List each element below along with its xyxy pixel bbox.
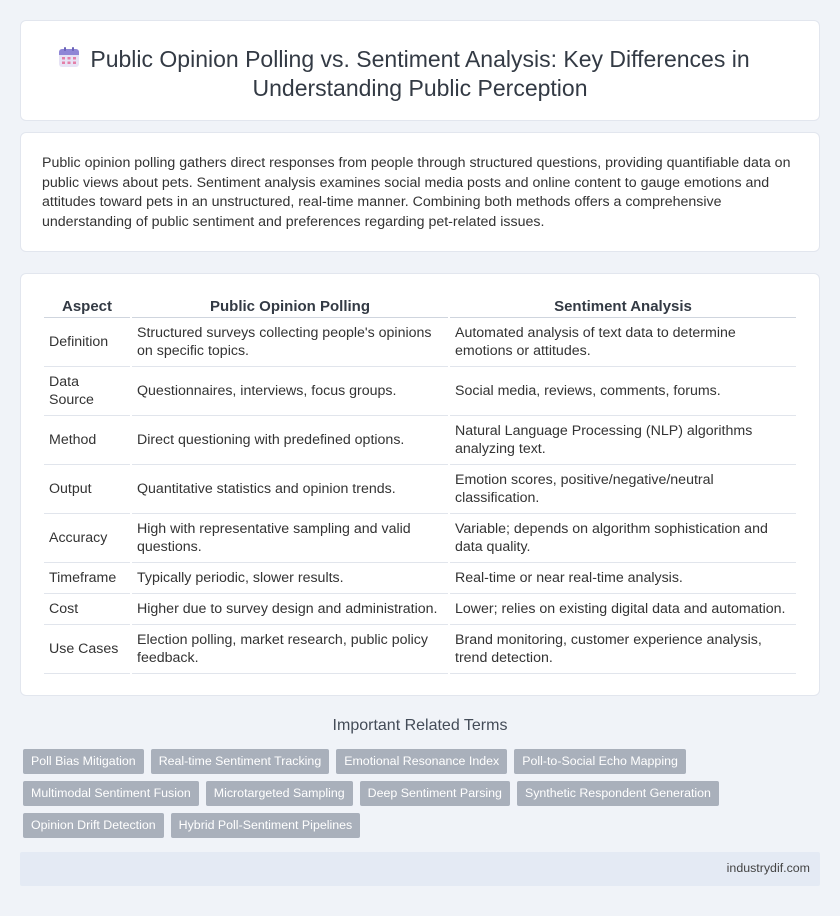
- row-polling: Questionnaires, interviews, focus groups.: [132, 367, 448, 416]
- row-aspect: Definition: [44, 318, 130, 367]
- table-row: [44, 367, 796, 416]
- row-sentiment: Variable; depends on algorithm sophistication and data quality.: [450, 514, 796, 563]
- row-polling: Quantitative statistics and opinion trends.: [132, 465, 448, 514]
- intro-card: [20, 132, 820, 252]
- row-sentiment: Real-time or near real-time analysis.: [450, 563, 796, 594]
- comparison-card: [20, 273, 820, 696]
- table-row: [44, 514, 796, 563]
- row-sentiment: Natural Language Processing (NLP) algorithms analyzing text.: [450, 416, 796, 465]
- row-aspect: Cost: [44, 594, 130, 625]
- table-row: [44, 416, 796, 465]
- row-sentiment: Social media, reviews, comments, forums.: [450, 367, 796, 416]
- tag-hybrid-poll-sentiment-pipelines[interactable]: Hybrid Poll-Sentiment Pipelines: [171, 813, 361, 838]
- row-sentiment: Lower; relies on existing digital data and automation.: [450, 594, 796, 625]
- tag-real-time-sentiment-tracking[interactable]: Real-time Sentiment Tracking: [151, 749, 330, 774]
- table-row: [44, 594, 796, 625]
- tag-poll-to-social-echo-mapping[interactable]: Poll-to-Social Echo Mapping: [514, 749, 686, 774]
- tag-microtargeted-sampling[interactable]: Microtargeted Sampling: [206, 781, 353, 806]
- row-aspect: Accuracy: [44, 514, 130, 563]
- tag-opinion-drift-detection[interactable]: Opinion Drift Detection: [23, 813, 164, 838]
- row-polling: Election polling, market research, public policy feedback.: [132, 625, 448, 674]
- related-terms-title: Important Related Terms: [332, 717, 508, 734]
- intro-paragraph: Public opinion polling gathers direct responses from people through structured questions, providing quantifiable data on public views about pets. Sentiment analysis examines social media posts and online content to gauge emotions and attitudes toward pets in an unstructured, real-time manner. Combining both methods offers a comprehensive understanding of public sentiment and preferences regarding pet-related issues.: [42, 155, 791, 230]
- related-terms-tags: [23, 749, 823, 845]
- table-row: [44, 625, 796, 674]
- row-polling: Typically periodic, slower results.: [132, 563, 448, 594]
- table-header-row: [44, 296, 796, 318]
- tag-deep-sentiment-parsing[interactable]: Deep Sentiment Parsing: [360, 781, 510, 806]
- row-polling: Direct questioning with predefined options.: [132, 416, 448, 465]
- table-row: [44, 465, 796, 514]
- row-aspect: Use Cases: [44, 625, 130, 674]
- header-aspect: Aspect: [44, 296, 130, 318]
- row-sentiment: Brand monitoring, customer experience analysis, trend detection.: [450, 625, 796, 674]
- row-polling: High with representative sampling and valid questions.: [132, 514, 448, 563]
- tag-emotional-resonance-index[interactable]: Emotional Resonance Index: [336, 749, 507, 774]
- row-aspect: Output: [44, 465, 130, 514]
- row-sentiment: Emotion scores, positive/negative/neutral classification.: [450, 465, 796, 514]
- row-polling: Structured surveys collecting people's opinions on specific topics.: [132, 318, 448, 367]
- table-row: [44, 318, 796, 367]
- footer-site-link[interactable]: industrydif.com: [726, 861, 810, 875]
- row-aspect: Timeframe: [44, 563, 130, 594]
- page-title: Public Opinion Polling vs. Sentiment Analysis: Key Differences in Understanding Public Perception: [90, 46, 750, 101]
- comparison-table: [42, 296, 798, 674]
- table-row: [44, 563, 796, 594]
- tag-poll-bias-mitigation[interactable]: Poll Bias Mitigation: [23, 749, 144, 774]
- header-sentiment: Sentiment Analysis: [450, 296, 796, 318]
- title-card: [20, 20, 820, 121]
- tag-multimodal-sentiment-fusion[interactable]: Multimodal Sentiment Fusion: [23, 781, 199, 806]
- footer: [20, 852, 820, 886]
- row-polling: Higher due to survey design and administration.: [132, 594, 448, 625]
- row-sentiment: Automated analysis of text data to determine emotions or attitudes.: [450, 318, 796, 367]
- row-aspect: Method: [44, 416, 130, 465]
- tag-synthetic-respondent-generation[interactable]: Synthetic Respondent Generation: [517, 781, 719, 806]
- header-polling: Public Opinion Polling: [132, 296, 448, 318]
- row-aspect: Data Source: [44, 367, 130, 416]
